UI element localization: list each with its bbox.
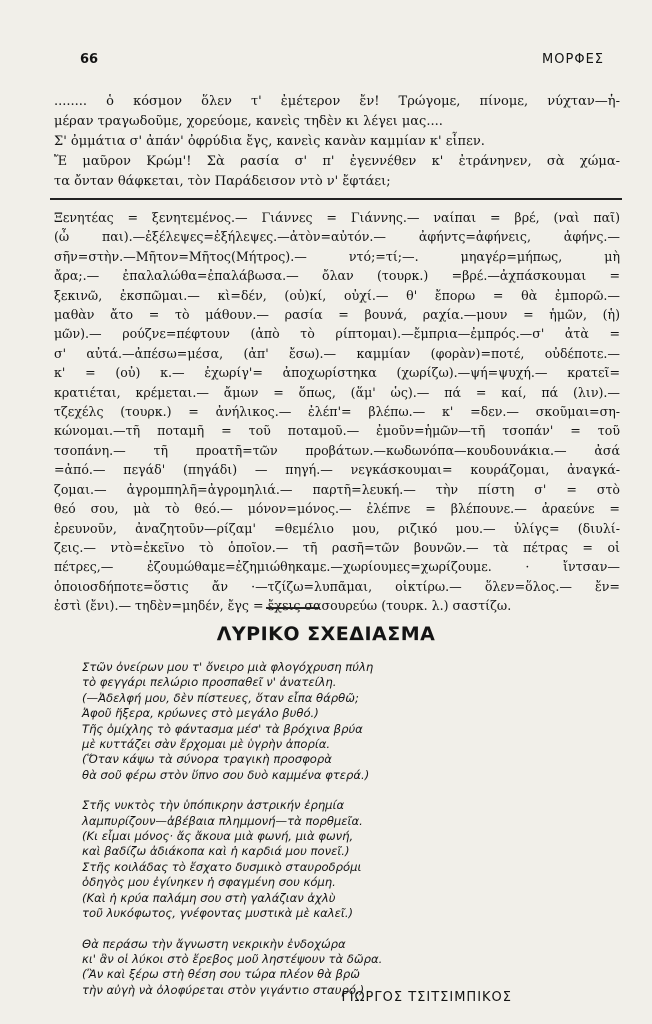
dialect-line: Σ' ὀμμάτια σ' ἀπάν' ὀφρύδια ἔγς, κανεὶς κανὰν καμμίαν κ' εἶπεν. — [54, 134, 485, 149]
poem-line: Στῆς νυκτὸς τὴν ὑπόπικρην ἀστρικήν ἐρημία — [82, 798, 345, 813]
poem-line: τὸ φεγγάρι πελώριο προσπαθεῖ ν' ἀνατείλη. — [82, 675, 337, 690]
poem-line: (—Ἀδελφή μου, δὲν πίστευες, ὅταν εἶπα θάρθῶ; — [82, 690, 359, 705]
glossary-line: σ' αὐτά.—ἀπέσω=μέσα, (ἀπ' ἔσω).— καμμίαν (φορὰν)=ποτέ, οὐδέποτε.— — [54, 345, 620, 361]
poem-line: τὴν αὐγὴ νὰ ὀλοφύρεται στὸν γιγάντιο σταυρό.) — [82, 982, 365, 997]
glossary-line: κρατιέται, κρέμεται.— ἄμων = ὅπως, (ἅμ' ὡς).— πά = καί, πά (λιν).— — [54, 384, 620, 400]
poem-line: λαμπυρίζουν—ἀβέβαια πλημμονή—τὰ πορθμεῖα. — [82, 813, 363, 828]
glossary-line: τσοπάνη.— τῆ προατῆ=τῶν προβάτων.—κωδωνόπα—κουδουνάκια.— ἀσά — [54, 442, 620, 458]
poem-line: Θὰ περάσω τὴν ἄγνωστη νεκρικὴν ἐνδοχώρα — [82, 936, 346, 951]
poem-body — [82, 660, 622, 1013]
glossary-line: (ὦ παι).—ἐξέλεψες=ἐξήλεψες.—ἀτὸν=αὐτόν.— ἀφήντς=ἀφήνεις, ἀφήνς.— — [54, 229, 620, 245]
glossary-line: τζεχέλς (τουρκ.) = ἀνήλικος.— ἐλέπ'= βλέπω.— κ' =δεν.— σκοῦμαι=ση- — [54, 404, 620, 420]
glossary-line: ξεκινῶ, ἐκσπῶμαι.— κὶ=δέν, (οὐ)κί, οὐχί.— θ' ἔπορω = θὰ ἐμπορῶ.— — [54, 287, 620, 303]
glossary-line: ζεις.— ντὸ=ἐκεῖνο τὸ ὁποῖον.— τῆ ρασῆ=τῶν βουνῶν.— τὰ πέτρας = οἱ — [54, 539, 620, 555]
poem-line: Στῆς κοιλάδας τὸ ἔσχατο δυσμικὸ σταυροδρόμι — [82, 859, 362, 874]
poem-line: κι' ἂν οἱ λύκοι στὸ ἔρεβος μοῦ ληστέψουν τὰ δῶρα. — [82, 951, 383, 966]
poem-line: Ἀφοῦ ἤξερα, κρύωνες στὸ μεγάλο βυθό.) — [82, 706, 319, 721]
poem-line: θὰ σοῦ φέρω στὸν ὕπνο σου δυὸ καμμένα φτερά.) — [82, 767, 370, 782]
glossary-line: ἐρευνοῦν, ἀναζητοῦν—ρίζαμ' =θεμέλιο μου, ριζικό μου.— ὐλίγς= (διυλί- — [54, 520, 620, 536]
glossary-line: ἐστὶ (ἔνι).— τηδὲν=μηδέν, ἔγς = ἔχεις σασουρεύω (τουρκ. λ.) σαστίζω. — [54, 598, 512, 614]
poem-line: (Ἂν καὶ ξέρω στὴ θέση σου τώρα πλέον θὰ βρῶ — [82, 967, 360, 982]
section-divider — [50, 198, 622, 200]
poem-line: (Καὶ ἡ κρύα παλάμη σου στὴ γαλάζιαν ἀχλὺ — [82, 890, 336, 905]
glossary-line: ὁποιοσδήποτε=ὅστις ἄν ·—τζίζω=λυπᾶμαι, οἰκτίρω.— ὅλεν=ὅλος.— ἔν= — [54, 578, 620, 594]
poem-stanza — [82, 660, 622, 783]
glossary-line: κώνομαι.—τῆ ποταμῆ = τοῦ ποταμοῦ.— ἐμοῦν=ἡμῶν—τῆ τσοπάν' = τοῦ — [54, 423, 620, 439]
poem-line: Στῶν ὀνείρων μου τ' ὄνειρο μιὰ φλογόχρυση πύλη — [82, 660, 374, 674]
dialect-line: μέραν τραγωδοῦμε, χορεύομε, κανεὶς τηδὲν κι λέγει μας.... — [54, 114, 443, 129]
glossary-line: κ' = (οὐ) κ.— ἐχωρίγ'= ἀποχωρίστηκα (χωρίζω).—ψή=ψυχή.— κρατεῖ= — [54, 365, 620, 381]
glossary-line: σῆν=στὴν.—Μῆτον=Μῆτος(Μήτρος).— ντό;=τί;—. μηαγέρ=μήπως, μὴ — [54, 248, 620, 264]
poem-line: καὶ βαδίζω ἀδιάκοπα καὶ ἡ καρδιά μου πονεῖ.) — [82, 844, 350, 859]
glossary-line: =ἀπό.— πεγάδ' (πηγάδι) — πηγή.— νεγκάσκουμαι= κουράζομαι, ἀναγκά- — [54, 462, 620, 478]
poem-line: (Κι εἶμαι μόνος· ἄς ἄκουα μιὰ φωνή, μιὰ φωνή, — [82, 829, 354, 844]
dialect-line: ........ ὁ κόσμον ὅλεν τ' ἐμέτερον ἔν! Τρώγομε, πίνομε, νύχταν—ἡ- — [54, 94, 620, 109]
glossary — [54, 208, 620, 616]
journal-title: ΜΟΡΦΕΣ — [542, 52, 604, 67]
dialect-passage — [54, 92, 620, 192]
poem-title: ΛΥΡΙΚΟ ΣΧΕΔΙΑΣΜΑ — [216, 623, 436, 645]
poem-line: μὲ κυττάζει σὰν ἔρχομαι μὲ ὑγρὴν ἀπορία. — [82, 737, 331, 752]
running-header — [0, 52, 652, 70]
glossary-line: μῶν).— ρούζνε=πέφτουν (ἀπὸ τὸ ρίπτομαι).—ἔμπρια—ἐμπρός.—σ' ἀτὰ = — [54, 326, 620, 342]
poem-line: Τῆς ὁμίχλης τὸ φάντασμα μέσ' τὰ βρόχινα βρύα — [82, 721, 363, 736]
glossary-line: μαθὰν ἄτο = τὸ μάθουν.— ρασία = βουνά, ραχία.—μουν = ἡμῶν, (ἡ) — [54, 307, 620, 323]
dialect-line: τα ὄνταν θάφκεται, τὸν Παράδεισον ντὸ ν' ἔφτάει; — [54, 174, 391, 189]
dialect-line: Ἔ μαῦρον Κρώμ'! Σὰ ρασία σ' π' ἐγεννέθεν κ' ἐτράνηνεν, σὰ χώμα- — [54, 154, 620, 169]
short-divider — [266, 607, 320, 609]
poem-line: (Ὅταν κάψω τὰ σύνορα τραγικὴ προσφορὰ — [82, 752, 332, 767]
poem-author: ΓΙΩΡΓΟΣ ΤΣΙΤΣΙΜΠΙΚΟΣ — [341, 990, 512, 1005]
page-number: 66 — [80, 52, 99, 67]
poem-line: τοῦ λυκόφωτος, γνέφοντας μυστικὰ μὲ καλεῖ.) — [82, 906, 354, 921]
poem-line: ὁδηγὸς μου ἐγίνηκεν ἡ σφαγμένη σου κόμη. — [82, 875, 336, 890]
glossary-line: Ξενητέας = ξενητεμένος.— Γιάννες = Γιάννης.— ναίπαι = βρέ, (ναὶ παῖ) — [54, 210, 620, 225]
glossary-line: ἄρα;.— ἐπαλαλώθα=ἐπαλάβωσα.— ὄλαν (τουρκ.) =βρέ.—ἀχπάσκουμαι = — [54, 268, 620, 284]
glossary-line: ζομαι.— ἀγρομπηλῆ=ἀγρομηλιά.— παρτῆ=λευκή.— τὴν πίστη σ' = στὸ — [54, 481, 620, 497]
glossary-line: πέτρες,— ἐζουμώθαμε=ἐζημιώθηκαμε.—χωρίουμες=χωρίζουμε. · ἴντσαν— — [54, 559, 620, 575]
poem-stanza — [82, 937, 622, 999]
glossary-line: θεό σου, μὰ τὸ θεό.— μόνον=μόνος.— ἐλέπνε = βλέπουνε.— ἀραεύνε = — [54, 501, 620, 517]
poem-stanza — [82, 798, 622, 921]
